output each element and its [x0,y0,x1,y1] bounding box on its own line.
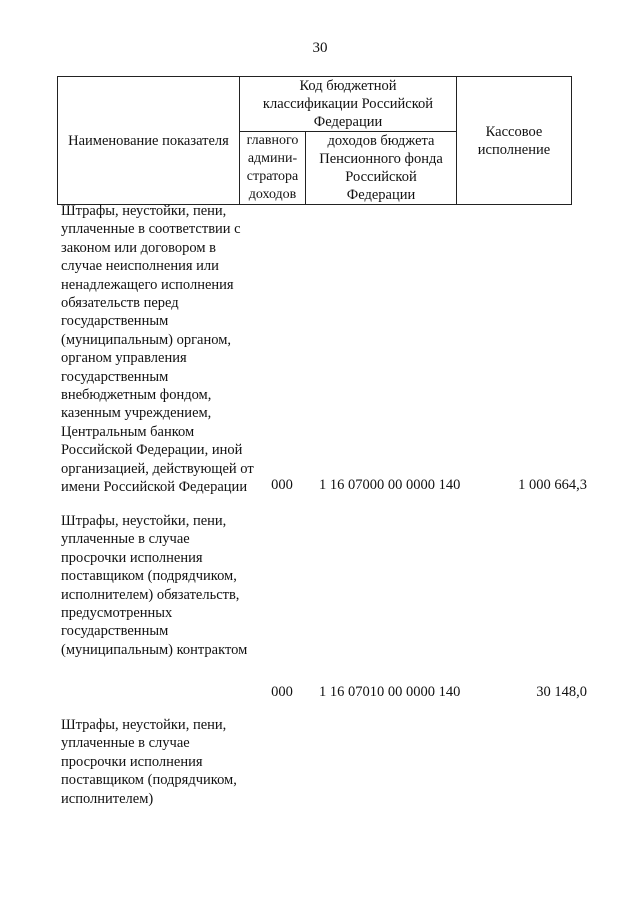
row-amount: 1 000 664,3 [518,477,587,493]
row-admin-code: 000 [271,684,293,700]
header-cash-execution: Кассовое исполнение [457,77,572,205]
row-budget-code: 1 16 07010 00 0000 140 [319,684,461,700]
row-admin-code: 000 [271,477,293,493]
header-classification-code: Код бюджетной классификации Российской Федерации [240,77,457,132]
row-indicator-name: Штрафы, неустойки, пени, уплаченные в случае просрочки исполнения поставщиком (подрядчиком, исполнителем) [61,717,237,807]
header-main-administrator: главного админи-стратора доходов [240,132,306,205]
row-indicator-name: Штрафы, неустойки, пени, уплаченные в случае просрочки исполнения поставщиком (подрядчиком, исполнителем) обязательств, предусмотренных государственным (муниципальным) контрактом [61,513,248,658]
table-row [57,512,587,702]
header-indicator-name: Наименование показателя [58,77,240,205]
header-pension-fund-income: доходов бюджета Пенсионного фонда Российской Федерации [306,132,457,205]
table-header [57,76,572,205]
table-row [57,202,587,494]
page-number: 30 [312,40,328,56]
row-indicator-name: Штрафы, неустойки, пени, уплаченные в соответствии с законом или договором в случае неисполнения или ненадлежащего исполнения обязательств перед государственным (муниципальным) органом, органом управления государственным внебюджетным фондом, казенным учреждением, Центральным банком Российской Федерации, иной организацией, действующей от имени Российской Федерации [61,203,254,496]
row-budget-code: 1 16 07000 00 0000 140 [319,477,461,493]
table-row [57,716,587,826]
row-amount: 30 148,0 [536,684,587,700]
